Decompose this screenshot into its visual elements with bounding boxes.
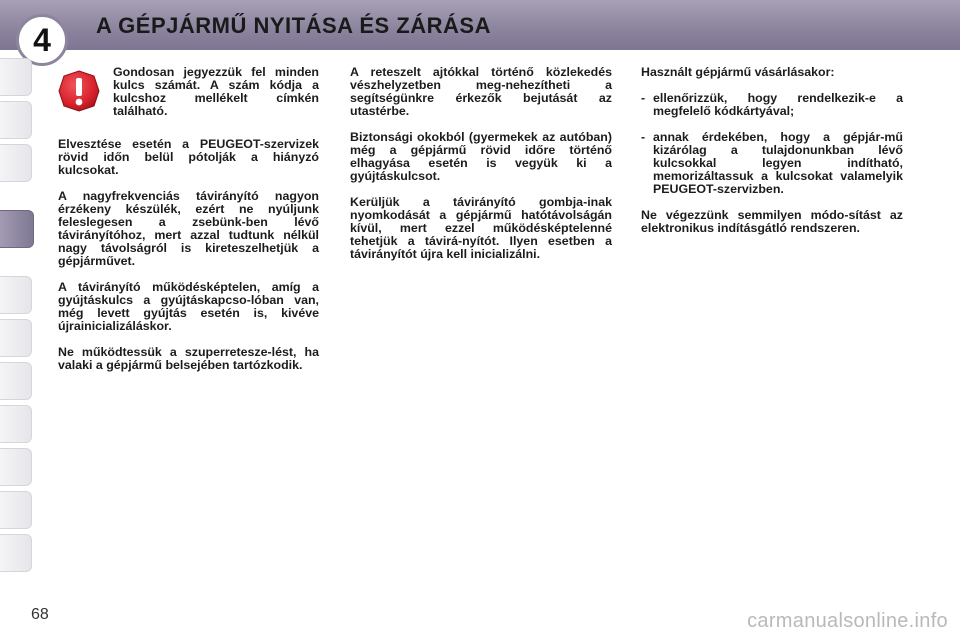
chapter-tab-11[interactable] xyxy=(0,534,32,572)
paragraph: Ne működtessük a szuperretesze-lést, ha valaki a gépjármű belsejében tartózkodik. xyxy=(58,345,319,372)
exclamation-warning-icon xyxy=(58,70,100,112)
header-band xyxy=(0,0,960,50)
paragraph: A reteszelt ajtókkal történő közlekedés vészhelyzetben meg-nehezítheti a segítségünkre érkezők bejutását az utastérbe. xyxy=(350,65,612,118)
column-3 xyxy=(641,66,903,248)
section-heading: Használt gépjármű vásárlásakor: xyxy=(641,65,835,79)
note-text: Gondosan jegyezzük fel minden kulcs számát. A szám kódja a kulcshoz mellékelt címkén található. xyxy=(113,65,319,118)
checklist xyxy=(641,92,903,196)
list-dash: - xyxy=(641,91,646,105)
list-item xyxy=(641,92,903,118)
chapter-tab-6[interactable] xyxy=(0,319,32,357)
chapter-badge: 4 xyxy=(16,14,68,66)
chapter-tab-rail xyxy=(0,58,36,578)
paragraph: A nagyfrekvenciás távirányító nagyon érzékeny készülék, ezért ne nyúljunk feleslegesen a zsebünk-ben lévő távirányítóhoz, mert azzal tudtunk nélkül nagy távolságról is kireteszelhetjük a gépjárművet. xyxy=(58,189,319,268)
column-2 xyxy=(350,66,612,274)
chapter-tab-3[interactable] xyxy=(0,144,32,182)
chapter-tab-7[interactable] xyxy=(0,362,32,400)
key-number-note xyxy=(113,66,319,131)
chapter-tab-1[interactable] xyxy=(0,58,32,96)
chapter-tab-4-active[interactable] xyxy=(0,210,34,248)
paragraph: A távirányító működésképtelen, amíg a gyújtáskulcs a gyújtáskapcso-lóban van, még levett gyújtás esetén is, kivéve újrainicializáláskor. xyxy=(58,280,319,333)
chapter-tab-5[interactable] xyxy=(0,276,32,314)
paragraph: Kerüljük a távirányító gombja-inak nyomkodását a gépjármű hatótávolságán kívül, mert ezzel működésképtelenné tehetjük a távirá-nyítót. Ilyen esetben a távirányítót újra kell inicializálni. xyxy=(350,195,612,261)
watermark: carmanualsonline.info xyxy=(747,610,948,632)
list-dash: - xyxy=(641,130,646,144)
list-item-text: annak érdekében, hogy a gépjár-mű kizárólag a tulajdonunkban lévő kulcsokkal legyen indítható, memorizáltassuk a kulcsokat valamelyik PEUGEOT-szervizben. xyxy=(653,130,903,196)
chapter-tab-8[interactable] xyxy=(0,405,32,443)
chapter-tab-10[interactable] xyxy=(0,491,32,529)
paragraph: Elvesztése esetén a PEUGEOT-szervizek rövid időn belül pótolják a hiányzó kulcsokat. xyxy=(58,137,319,177)
chapter-tab-9[interactable] xyxy=(0,448,32,486)
chapter-tab-2[interactable] xyxy=(0,101,32,139)
list-item xyxy=(641,131,903,196)
list-item-text: ellenőrizzük, hogy rendelkezik-e a megfelelő kódkártyával; xyxy=(653,91,903,118)
column-1 xyxy=(58,138,319,385)
paragraph: Biztonsági okokból (gyermekek az autóban) még a gépjármű rövid időre történő elhagyása esetén is vegyük ki a gyújtáskulcsot. xyxy=(350,130,612,183)
paragraph: Ne végezzünk semmilyen módo-sítást az elektronikus indításgátló rendszeren. xyxy=(641,208,903,235)
page-number: 68 xyxy=(31,606,49,623)
page-title: A GÉPJÁRMŰ NYITÁSA ÉS ZÁRÁSA xyxy=(96,13,491,38)
